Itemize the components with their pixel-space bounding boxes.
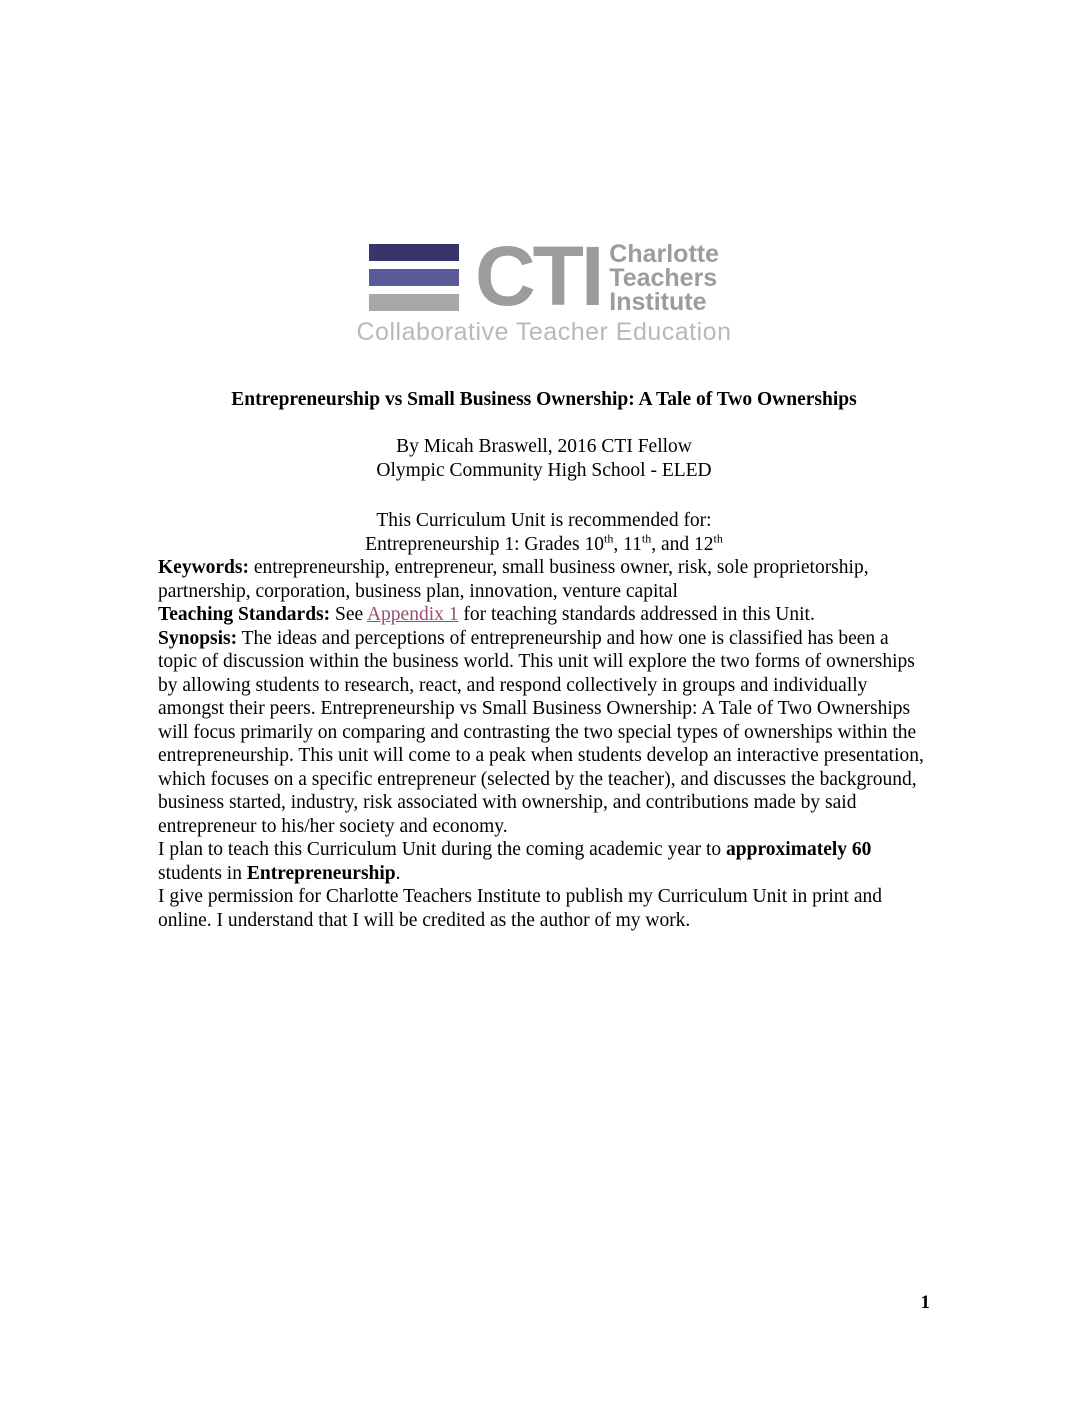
page-number: 1 <box>920 1292 930 1313</box>
teaching-standards-post: for teaching standards addressed in this Unit. <box>458 604 815 625</box>
byline-author: By Micah Braswell, 2016 CTI Fellow <box>396 436 692 457</box>
teaching-standards-paragraph <box>158 603 930 627</box>
recommended-mid-2: , and 12 <box>651 533 714 555</box>
logo-bar-top <box>369 244 459 261</box>
plan-text-2: students in <box>158 862 247 884</box>
teaching-standards-label: Teaching Standards: <box>158 604 331 625</box>
appendix-1-link[interactable]: Appendix 1 <box>366 604 459 625</box>
synopsis-label: Synopsis: <box>158 627 238 649</box>
recommended-grades <box>0 533 1088 557</box>
logo-tagline: Collaborative Teacher Education <box>356 318 732 346</box>
keywords-paragraph <box>158 556 930 603</box>
plan-text-1: I plan to teach this Curriculum Unit during the coming academic year to <box>158 839 727 860</box>
recommended-course: Entrepreneurship 1: Grades 10 <box>365 533 604 555</box>
grade-superscript-2: th <box>641 531 652 545</box>
plan-paragraph <box>158 838 930 885</box>
teaching-standards-pre: See <box>330 604 367 625</box>
plan-bold-count: approximately 60 <box>726 839 872 860</box>
synopsis-text: The ideas and perceptions of entrepreneurship and how one is classified has been a topic of discussion within the business world. This unit will explore the two forms of ownerships by allowing students to research, react, and respond collectively in groups and individually amongst their peers. Entrepreneurship vs Small Business Ownership: A Tale of Two Ownerships will focus primarily on comparing and contrasting the two special types of ownerships within the entrepreneurship. This unit will come to a peak when students develop an interactive presentation, which focuses on a specific entrepreneur (selected by the teacher), and discusses the background, business started, industry, risk associated with ownership, and contributions made by said entrepreneur to his/her society and economy. <box>158 627 924 837</box>
keywords-label: Keywords: <box>158 557 249 578</box>
cti-logo <box>0 0 1088 345</box>
recommended-mid-1: , 11 <box>613 533 642 555</box>
logo-bar-bottom <box>369 294 459 311</box>
keywords-list: entrepreneurship, entrepreneur, small business owner, risk, sole proprietorship, partnership, corporation, business plan, innovation, venture capital <box>158 557 869 602</box>
cti-logo-row <box>369 229 720 323</box>
logo-org-line-1: Charlotte <box>609 240 720 268</box>
recommended-block <box>0 509 1088 556</box>
logo-org-line-3: Institute <box>609 288 707 316</box>
logo-org-name <box>609 241 719 314</box>
document-title: Entrepreneurship vs Small Business Ownership: A Tale of Two Ownerships <box>231 389 857 410</box>
plan-text-3: . <box>395 862 401 884</box>
recommended-intro: This Curriculum Unit is recommended for: <box>376 510 712 531</box>
byline <box>0 435 1088 482</box>
grade-superscript-1: th <box>603 531 614 545</box>
permission-paragraph: I give permission for Charlotte Teachers Institute to publish my Curriculum Unit in print and online. I understand that I will be credited as the author of my work. <box>158 886 882 931</box>
byline-school: Olympic Community High School - ELED <box>376 459 712 481</box>
logo-acronym: CTI <box>474 229 602 323</box>
plan-bold-course: Entrepreneurship <box>246 862 396 884</box>
logo-bars-icon <box>369 241 459 311</box>
body-text <box>158 556 930 932</box>
logo-bar-middle <box>369 269 459 286</box>
logo-org-line-2: Teachers <box>609 264 718 292</box>
synopsis-paragraph <box>158 627 930 839</box>
grade-superscript-3: th <box>713 531 723 545</box>
